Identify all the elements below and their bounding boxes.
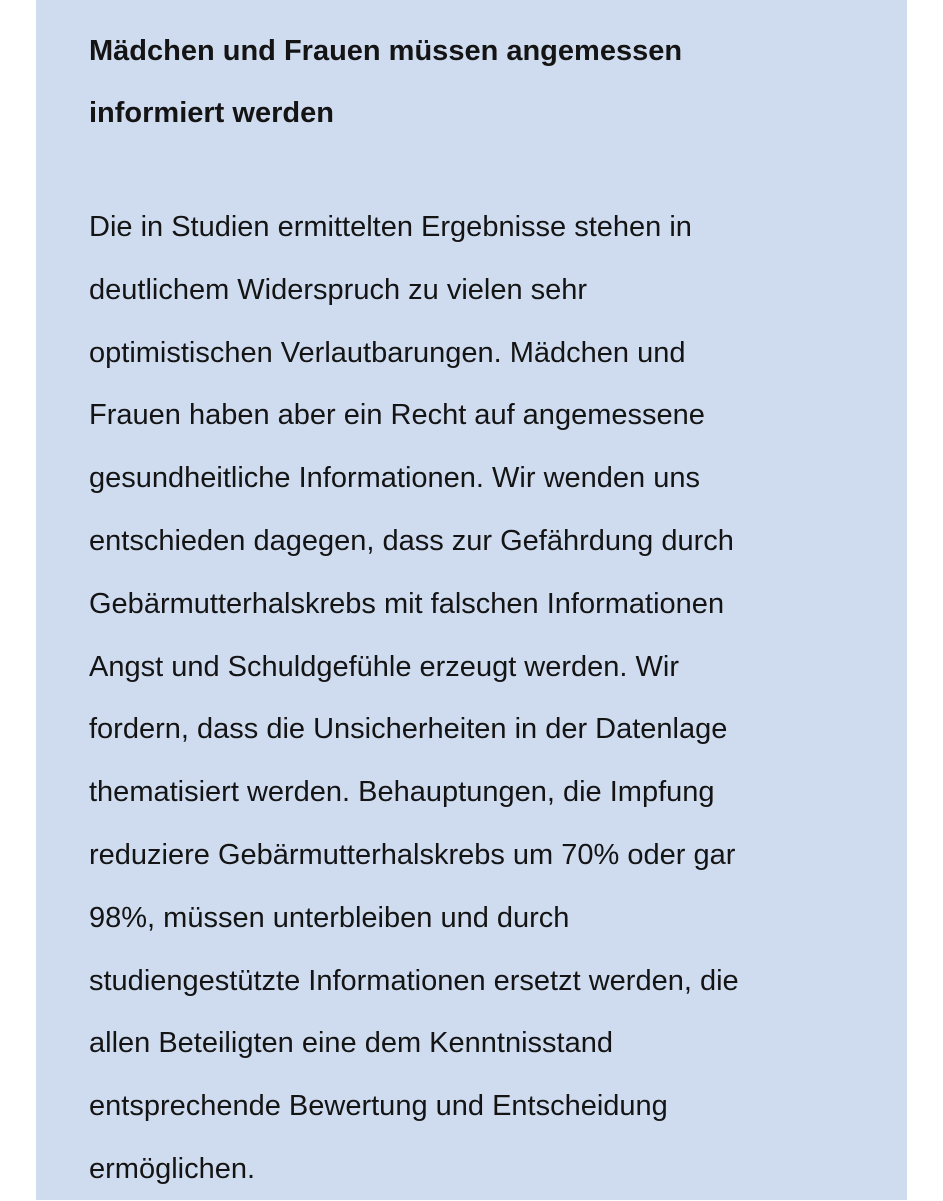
article-heading: Mädchen und Frauen müssen angemessen informiert werden [89,35,683,129]
article-content [89,20,889,1201]
article-paragraph: Die in Studien ermittelten Ergebnisse stehen in deutlichem Widerspruch zu vielen sehr optimistischen Verlautbarungen. Mädchen und Frauen haben aber ein Recht auf angemessene gesundheitliche Informationen. Wir wenden uns entschieden dagegen, dass zur Gefährdung durch Gebärmutterhalskrebs mit falschen Informationen Angst und Schuldgefühle erzeugt werden. Wir fordern, dass die Unsicherheiten in der Datenlage thematisiert werden. Behauptungen, die Impfung reduziere Gebärmutterhalskrebs um 70% oder gar 98%, müssen unterbleiben und durch studiengestützte Informationen ersetzt werden, die allen Beteiligten eine dem Kenntnisstand entsprechende Bewertung und Entscheidung ermöglichen. [89,211,739,1185]
